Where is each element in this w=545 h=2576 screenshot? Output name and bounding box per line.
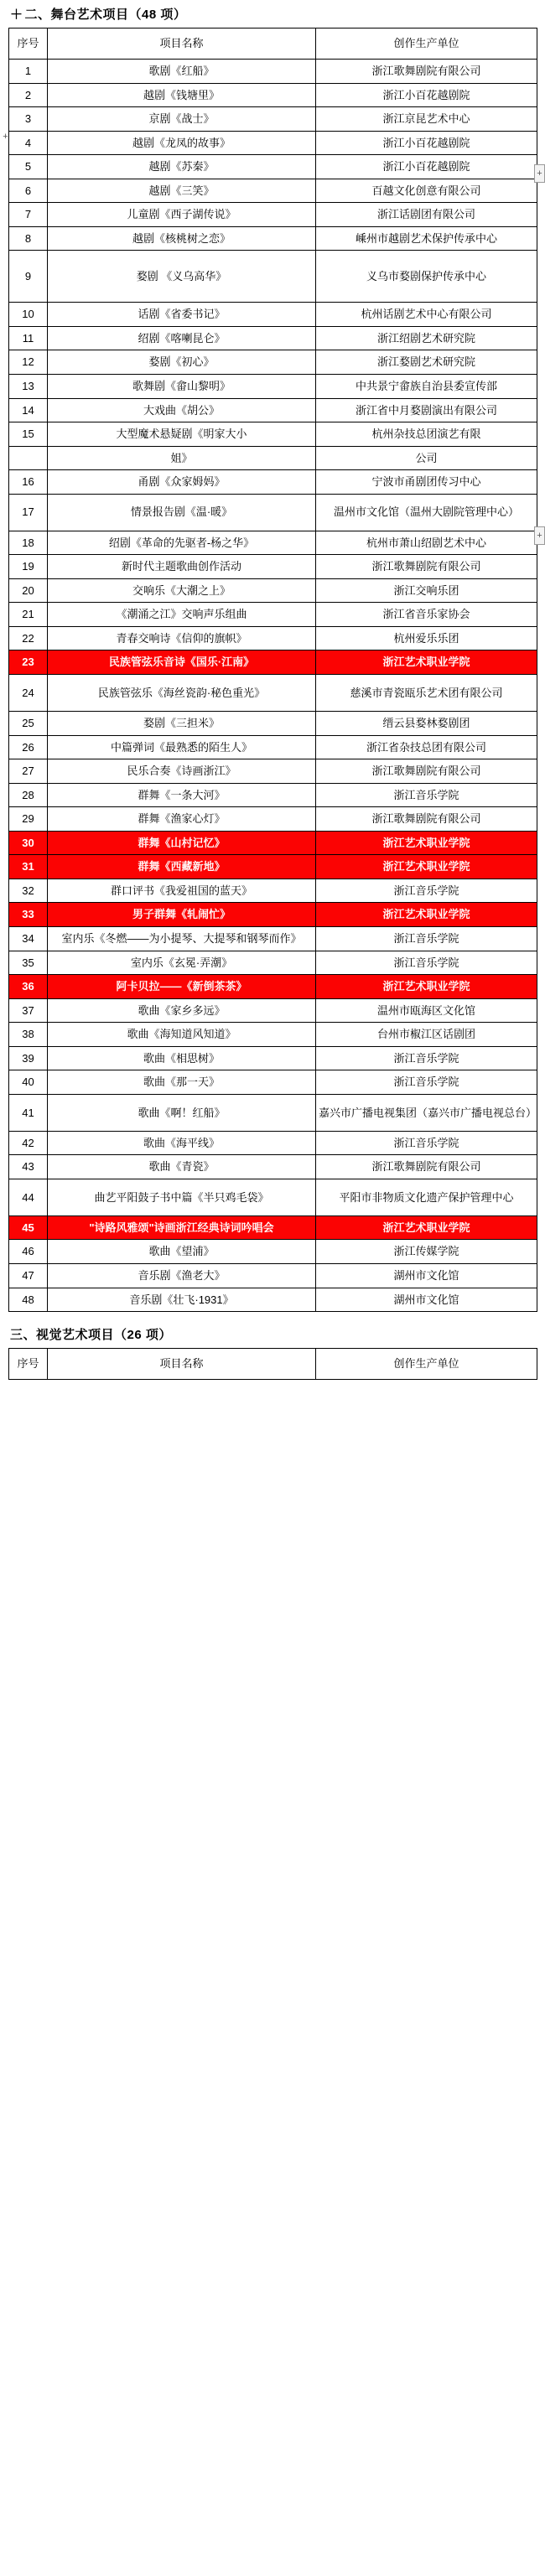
cell-project-name: 大戏曲《胡公》 (48, 398, 316, 422)
table-row (9, 531, 537, 555)
cell-project-name: 新时代主题歌曲创作活动 (48, 555, 316, 579)
table-row (9, 831, 537, 855)
cell-no: 14 (9, 398, 48, 422)
cell-no: 32 (9, 879, 48, 903)
cell-project-name: 绍剧《革命的先驱者-杨之华》 (48, 531, 316, 555)
table-row (9, 350, 537, 375)
cell-production-unit: 浙江交响乐团 (316, 578, 537, 603)
cell-no: 8 (9, 226, 48, 251)
table-row (9, 398, 537, 422)
cell-project-name: 姐》 (48, 446, 316, 470)
cell-project-name: 歌舞剧《畲山黎明》 (48, 375, 316, 399)
cell-production-unit: 浙江省音乐家协会 (316, 603, 537, 627)
table-row (9, 494, 537, 531)
table-row (9, 326, 537, 350)
expand-plus-icon[interactable]: + (3, 132, 8, 142)
cell-project-name: 越剧《龙凤的故事》 (48, 131, 316, 155)
table-row (9, 603, 537, 627)
table-row (9, 1240, 537, 1264)
table-row (9, 626, 537, 650)
cell-production-unit: 湖州市文化馆 (316, 1288, 537, 1312)
column-header-no: 序号 (9, 1349, 48, 1380)
table-row (9, 926, 537, 951)
cell-project-name: 民族管弦乐音诗《国乐·江南》 (48, 650, 316, 675)
cell-project-name: 群口评书《我爱祖国的蓝天》 (48, 879, 316, 903)
table-row (9, 179, 537, 203)
cell-project-name: 绍剧《喀喇昆仑》 (48, 326, 316, 350)
cell-no: 24 (9, 675, 48, 712)
table-row (9, 975, 537, 999)
cell-production-unit: 浙江歌舞剧院有限公司 (316, 1155, 537, 1179)
cell-project-name: 群舞《渔家心灯》 (48, 807, 316, 832)
table-row (9, 83, 537, 107)
cell-no: 26 (9, 735, 48, 759)
table-row (9, 375, 537, 399)
cell-no: 4 (9, 131, 48, 155)
cell-no: 37 (9, 998, 48, 1023)
table-row (9, 226, 537, 251)
cell-no: 28 (9, 783, 48, 807)
cell-no: 35 (9, 951, 48, 975)
cell-no: 22 (9, 626, 48, 650)
cell-no: 40 (9, 1070, 48, 1095)
table-row (9, 1288, 537, 1312)
cell-project-name: 歌曲《那一天》 (48, 1070, 316, 1095)
cell-project-name: 歌曲《家乡多远》 (48, 998, 316, 1023)
cell-production-unit: 百越文化创意有限公司 (316, 179, 537, 203)
table-row (9, 1070, 537, 1095)
table-row (9, 155, 537, 179)
cell-project-name: 越剧《三笑》 (48, 179, 316, 203)
section-divider (0, 1312, 545, 1320)
cell-no: 33 (9, 903, 48, 927)
table-row (9, 251, 537, 303)
table-row (9, 759, 537, 784)
cell-no: 38 (9, 1023, 48, 1047)
cell-no: 25 (9, 712, 48, 736)
table-row (9, 1263, 537, 1288)
table-row (9, 60, 537, 84)
cell-production-unit: 浙江话剧团有限公司 (316, 203, 537, 227)
cell-no: 30 (9, 831, 48, 855)
cell-project-name: 歌曲《海平线》 (48, 1131, 316, 1155)
cell-no: 27 (9, 759, 48, 784)
cell-production-unit: 浙江省杂技总团有限公司 (316, 735, 537, 759)
cell-no: 7 (9, 203, 48, 227)
table-row (9, 470, 537, 495)
table-header-row (9, 1349, 537, 1380)
table-row (9, 735, 537, 759)
cell-no: 5 (9, 155, 48, 179)
cell-no: 13 (9, 375, 48, 399)
cell-no: 20 (9, 578, 48, 603)
cell-production-unit: 杭州市萧山绍剧艺术中心 (316, 531, 537, 555)
cell-production-unit: 浙江艺术职业学院 (316, 903, 537, 927)
section-title-text: 二、舞台艺术项目（48 项） (24, 8, 187, 22)
cell-project-name: 情景报告剧《温·暖》 (48, 494, 316, 531)
scroll-handle-bottom[interactable]: + (534, 526, 545, 545)
cell-no: 36 (9, 975, 48, 999)
cell-no: 6 (9, 179, 48, 203)
cell-production-unit: 浙江艺术职业学院 (316, 831, 537, 855)
cell-production-unit: 浙江传媒学院 (316, 1240, 537, 1264)
cell-project-name: 歌曲《海知道风知道》 (48, 1023, 316, 1047)
cell-production-unit: 中共景宁畲族自治县委宣传部 (316, 375, 537, 399)
table-row (9, 422, 537, 447)
table-row (9, 1131, 537, 1155)
cell-no: 29 (9, 807, 48, 832)
cell-project-name: 歌剧《红船》 (48, 60, 316, 84)
cell-production-unit: 浙江艺术职业学院 (316, 1215, 537, 1240)
table-row (9, 1094, 537, 1131)
cell-production-unit: 浙江音乐学院 (316, 783, 537, 807)
column-header-no: 序号 (9, 29, 48, 60)
cell-project-name: 室内乐《冬燃——为小提琴、大提琴和钢琴而作》 (48, 926, 316, 951)
cell-project-name: 话剧《省委书记》 (48, 303, 316, 327)
cell-no: 17 (9, 494, 48, 531)
cell-production-unit: 湖州市文化馆 (316, 1263, 537, 1288)
cell-no: 31 (9, 855, 48, 879)
cell-production-unit: 浙江音乐学院 (316, 1131, 537, 1155)
cell-no: 44 (9, 1179, 48, 1215)
cell-project-name: 男子群舞《轧闹忙》 (48, 903, 316, 927)
table-row (9, 1046, 537, 1070)
cell-production-unit: 浙江音乐学院 (316, 1070, 537, 1095)
cell-project-name: 群舞《西藏新地》 (48, 855, 316, 879)
table-row (9, 998, 537, 1023)
table-row (9, 903, 537, 927)
cell-no: 18 (9, 531, 48, 555)
cell-no: 39 (9, 1046, 48, 1070)
cell-production-unit: 缙云县婺林婺剧团 (316, 712, 537, 736)
cell-project-name: 民乐合奏《诗画浙江》 (48, 759, 316, 784)
cell-no: 12 (9, 350, 48, 375)
cell-project-name: 音乐剧《渔老大》 (48, 1263, 316, 1288)
cell-project-name: 曲艺平阳鼓子书中篇《半只鸡毛袋》 (48, 1179, 316, 1215)
cell-production-unit: 浙江省中月婺剧演出有限公司 (316, 398, 537, 422)
cell-production-unit: 杭州爱乐乐团 (316, 626, 537, 650)
cell-project-name: 甬剧《众家姆妈》 (48, 470, 316, 495)
cell-no: 48 (9, 1288, 48, 1312)
cell-production-unit: 温州市瓯海区文化馆 (316, 998, 537, 1023)
table-row (9, 807, 537, 832)
section-title-visual-arts (0, 1320, 545, 1348)
cell-production-unit: 宁波市甬剧团传习中心 (316, 470, 537, 495)
cell-no: 15 (9, 422, 48, 447)
cell-project-name: 群舞《一条大河》 (48, 783, 316, 807)
column-header-unit: 创作生产单位 (316, 29, 537, 60)
cell-no: 43 (9, 1155, 48, 1179)
cell-no: 11 (9, 326, 48, 350)
cell-project-name: 婺剧《初心》 (48, 350, 316, 375)
cell-no: 16 (9, 470, 48, 495)
cell-no: 3 (9, 107, 48, 132)
stage-arts-table-body (9, 60, 537, 1312)
cell-production-unit: 浙江歌舞剧院有限公司 (316, 759, 537, 784)
table-header-row (9, 29, 537, 60)
cell-project-name: 音乐剧《壮飞·1931》 (48, 1288, 316, 1312)
cell-project-name: 青春交响诗《信仰的旗帜》 (48, 626, 316, 650)
cell-production-unit: 浙江音乐学院 (316, 926, 537, 951)
cell-project-name: "诗路风雅颂"诗画浙江经典诗词吟唱会 (48, 1215, 316, 1240)
cell-production-unit: 台州市椒江区话剧团 (316, 1023, 537, 1047)
cell-production-unit: 浙江小百花越剧院 (316, 155, 537, 179)
cell-production-unit: 慈溪市青瓷瓯乐艺术团有限公司 (316, 675, 537, 712)
cell-no: 9 (9, 251, 48, 303)
cell-project-name: 儿童剧《西子湖传说》 (48, 203, 316, 227)
section-title-text-2: 三、视觉艺术项目（26 项） (10, 1328, 172, 1343)
cell-production-unit: 浙江小百花越剧院 (316, 131, 537, 155)
cell-no: 19 (9, 555, 48, 579)
scroll-handle-top[interactable]: + (534, 164, 545, 183)
table-row (9, 675, 537, 712)
cell-production-unit: 杭州杂技总团演艺有限 (316, 422, 537, 447)
table-row (9, 951, 537, 975)
cell-project-name: 婺剧《三担米》 (48, 712, 316, 736)
cell-production-unit: 浙江音乐学院 (316, 1046, 537, 1070)
cell-no: 34 (9, 926, 48, 951)
cell-production-unit: 浙江小百花越剧院 (316, 83, 537, 107)
cell-project-name: 京剧《战士》 (48, 107, 316, 132)
cell-production-unit: 浙江艺术职业学院 (316, 975, 537, 999)
table-row (9, 855, 537, 879)
cell-production-unit: 平阳市非物质文化遗产保护管理中心 (316, 1179, 537, 1215)
table-row (9, 879, 537, 903)
cell-production-unit: 嵊州市越剧艺术保护传承中心 (316, 226, 537, 251)
table-row (9, 1179, 537, 1215)
cell-production-unit: 浙江音乐学院 (316, 879, 537, 903)
cell-production-unit: 义乌市婺剧保护传承中心 (316, 251, 537, 303)
cell-no: 45 (9, 1215, 48, 1240)
table-row (9, 650, 537, 675)
cell-no: 2 (9, 83, 48, 107)
table-row (9, 446, 537, 470)
table-row (9, 203, 537, 227)
cell-project-name: 室内乐《玄冕·弄潮》 (48, 951, 316, 975)
cell-production-unit: 浙江歌舞剧院有限公司 (316, 60, 537, 84)
cell-production-unit: 温州市文化馆（温州大剧院管理中心） (316, 494, 537, 531)
table-row (9, 1155, 537, 1179)
cell-project-name: 歌曲《啊！红船》 (48, 1094, 316, 1131)
cell-no: 41 (9, 1094, 48, 1131)
cell-project-name: 群舞《山村记忆》 (48, 831, 316, 855)
cell-production-unit: 浙江歌舞剧院有限公司 (316, 555, 537, 579)
table-row (9, 107, 537, 132)
table-row (9, 712, 537, 736)
cell-project-name: 民族管弦乐《海丝瓷韵·秘色重光》 (48, 675, 316, 712)
cell-production-unit: 嘉兴市广播电视集团（嘉兴市广播电视总台） (316, 1094, 537, 1131)
table-row (9, 303, 537, 327)
cell-project-name: 越剧《苏秦》 (48, 155, 316, 179)
table-row (9, 1215, 537, 1240)
section-marker-icon: ＋ (10, 8, 23, 22)
cell-project-name: 越剧《核桃树之恋》 (48, 226, 316, 251)
cell-no: 23 (9, 650, 48, 675)
cell-project-name: 越剧《钱塘里》 (48, 83, 316, 107)
cell-no: 42 (9, 1131, 48, 1155)
cell-no: 47 (9, 1263, 48, 1288)
table-row (9, 578, 537, 603)
cell-no: 21 (9, 603, 48, 627)
cell-project-name: 歌曲《青瓷》 (48, 1155, 316, 1179)
cell-project-name: 歌曲《望浦》 (48, 1240, 316, 1264)
cell-no: 1 (9, 60, 48, 84)
cell-project-name: 交响乐《大潮之上》 (48, 578, 316, 603)
column-header-name: 项目名称 (48, 1349, 316, 1380)
cell-production-unit: 浙江艺术职业学院 (316, 650, 537, 675)
cell-production-unit: 浙江婺剧艺术研究院 (316, 350, 537, 375)
cell-production-unit: 浙江艺术职业学院 (316, 855, 537, 879)
cell-production-unit: 公司 (316, 446, 537, 470)
cell-project-name: 阿卡贝拉——《新倒茶茶》 (48, 975, 316, 999)
table-row (9, 783, 537, 807)
stage-arts-table (8, 28, 537, 1312)
cell-production-unit: 浙江京昆艺术中心 (316, 107, 537, 132)
cell-project-name: 《潮涌之江》交响声乐组曲 (48, 603, 316, 627)
cell-production-unit: 浙江绍剧艺术研究院 (316, 326, 537, 350)
cell-project-name: 婺剧 《义乌高华》 (48, 251, 316, 303)
cell-project-name: 大型魔术悬疑剧《明家大小 (48, 422, 316, 447)
cell-project-name: 中篇弹词《最熟悉的陌生人》 (48, 735, 316, 759)
section-title-stage-arts (0, 0, 545, 28)
cell-no (9, 446, 48, 470)
cell-production-unit: 浙江音乐学院 (316, 951, 537, 975)
cell-project-name: 歌曲《相思树》 (48, 1046, 316, 1070)
column-header-unit: 创作生产单位 (316, 1349, 537, 1380)
cell-no: 46 (9, 1240, 48, 1264)
visual-arts-table (8, 1348, 537, 1380)
cell-production-unit: 浙江歌舞剧院有限公司 (316, 807, 537, 832)
table-row (9, 1023, 537, 1047)
column-header-name: 项目名称 (48, 29, 316, 60)
table-row (9, 555, 537, 579)
table-row (9, 131, 537, 155)
cell-production-unit: 杭州话剧艺术中心有限公司 (316, 303, 537, 327)
cell-no: 10 (9, 303, 48, 327)
